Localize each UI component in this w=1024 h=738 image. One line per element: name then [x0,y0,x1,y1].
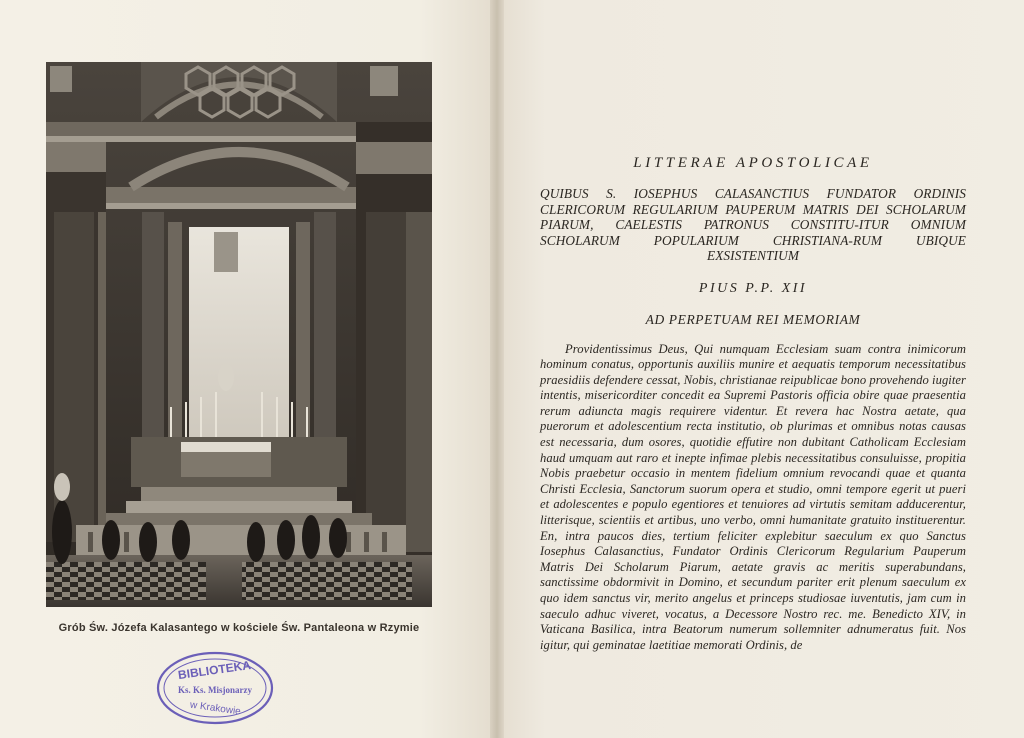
document-title: LITTERAE APOSTOLICAE [633,155,873,171]
book-gutter [490,0,504,738]
church-interior-photo [46,62,432,607]
document-subtitle: QUIBUS S. IOSEPHUS CALASANCTIUS FUNDATOR ORDINIS CLERICORUM REGULARIUM PAUPERUM MATRIS DEI SCHOLARUM PIARUM, CAELESTIS PATRONUS CONSTITU-ITUR OMNIUM SCHOLARUM POPULARIUM CHRISTIANA-RUM UBIQUE EXSISTENTIUM [540,186,966,263]
photo-caption: Grób Św. Józefa Kalasantego w kościele Św. Pantaleona w Rzymie [58,622,420,634]
letter-text-block [540,155,966,653]
document-body: Providentissimus Deus, Qui numquam Ecclesiam suam contra inimicorum hominum conatus, opportunis auxiliis munire et aequatis temporum necessitatibus praesidiis defendere cessat, Nobis, christianae reipublicae bono provehendo iugiter intentis, misericorditer concedit ea Supremi Pastoris officia obire quae praesentia rerum adiuncta magis requirere videntur. Et revera hac Nostra aetate, qua puerorum et adolescentium recta institutio, ob plurimas et omnibus notas causas est necessaria, dum osores, quotidie effutire non dubitant Catholicam Ecclesiam haud umquam aut raro et inepte infimae plebis necessitatibus consuluisse, propitia Nobis praebetur occasio in mentem fidelium omnium revocandi quae et quanta Christi Ecclesia, Sanctorum suorum opera et studio, omni tempore egerit ut pueri et adolescentes e populo egentiores et tenuiores ad virtutis semitam adducerentur, litterisque, scientiis et artibus, uno verbo, omni humanitate gratuito instituerentur. En, intra paucos dies, tertium feliciter explebitur saeculum ex quo Sanctus Iosephus Calasanctius, Fundator Ordinis Clericorum Regularium Pauperum Matris Dei Scholarum Piarum, aetate gravis ac meritis superabundans, sanctissime obdormivit in Domino, et secundum pariter erit plenum saeculum ex quo idem sanctus vir, merito angelus et princeps studiosae iuventutis, jam cum in saeculo adhuc viveret, vocatus, a Decessore Nostro rec. me. Benedicto XIV, in Vaticana Basilica, intra Beatorum numerum sollemniter adnumeratus fuit. Nos igitur, qui geminatae laetitiae memorati Ordinis, de [540,341,966,652]
library-stamp [155,650,275,726]
document-author: PIUS P.P. XII [698,280,808,296]
document-memoriam: AD PERPETUAM REI MEMORIAM [645,311,861,327]
stamp-line2: Ks. Ks. Misjonarzy [178,685,252,695]
stamp-line1: BIBLIOTEKA [177,658,252,683]
stamp-line3: w Krakowie [189,699,242,718]
